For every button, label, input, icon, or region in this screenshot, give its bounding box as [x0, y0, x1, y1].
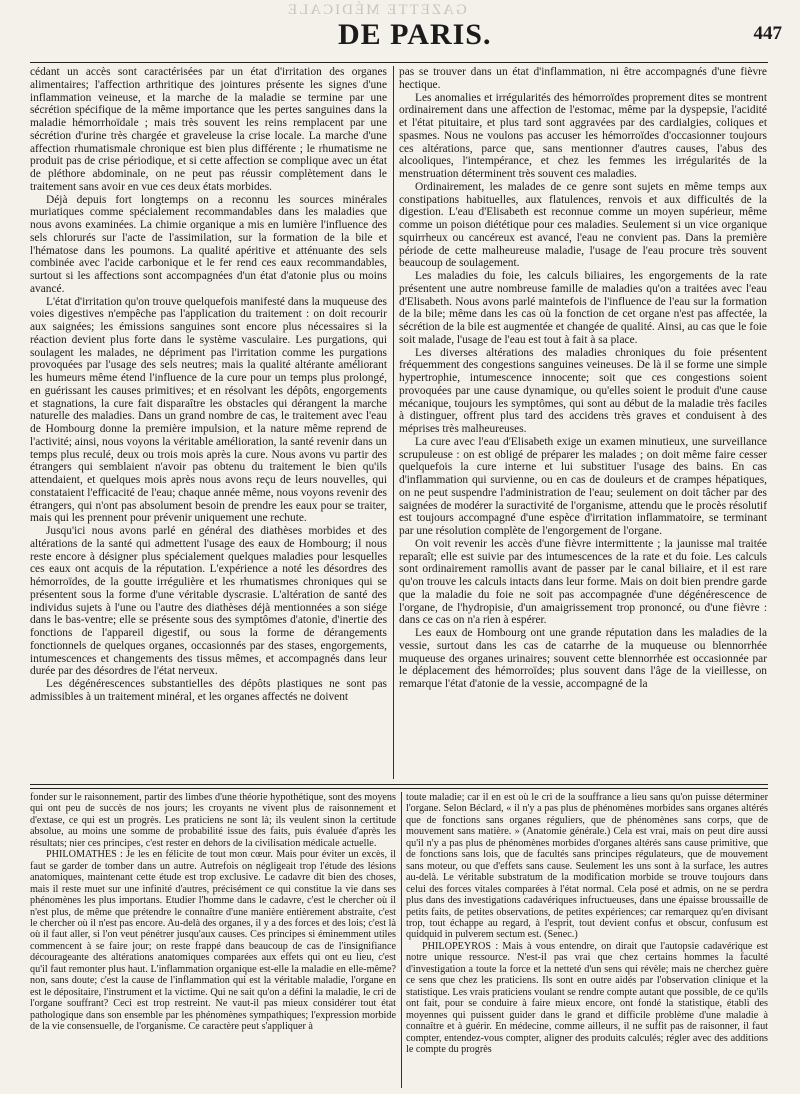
paragraph: Les diverses altérations des maladies chroniques du foie présentent fréquemment des congestions sanguines veineuses. De là il se forme une simple hypertrophie, intumescence innocente; soit que ces congestions soient provoquées par une cause dynamique, ou qu'elles soient le produit d'une cause mécanique, toujours les symptômes, qui sont au début de la maladie très faciles à distinguer, offrent plus tard des accidens très graves et conduisent à des méprises très malheureuses. — [399, 346, 767, 435]
paragraph: fonder sur le raisonnement, partir des limbes d'une théorie hypothétique, sont des moyens qui ont peu de succès de nos jours; les croyants ne vivent plus de raisonnement et d'extase, ce qui est un progrès. Les praticiens ne sont là; ils veulent sinon la certitude absolue, au moins une somme de probabilité issue des faits, puis évaluée d'après les résultats; nier ces principes, c'est rester en dehors de la civilisation médicale actuelle. — [30, 792, 396, 849]
feuilleton-rule — [30, 784, 768, 785]
paragraph: cédant un accès sont caractérisées par un état d'irritation des organes alimentaires; l'affection arthritique des jointures présente les signes d'une inflammation veineuse, et la marche de la maladie se termine par une sécrétion spécifique de la même importance que les pertes sanguines dans la maladie hémorrhoïdale ; mais très souvent les reins remplacent par une sécrétion d'urine très chargée et graveleuse la crise locale. La marche d'une affection rhumatismale chronique est bien plus différente ; le rhumatisme ne produit pas de crise périodique, et si cette affection se complique avec un état de pléthore abdominale, on ne peut pas réussir complètement dans le traitement sans avoir en vue ces deux états morbides. — [30, 66, 387, 193]
paragraph: toute maladie; car il en est où le cri de la souffrance a lieu sans qu'on puisse déterminer l'organe. Selon Béclard, « il n'y a pas plus de phénomènes morbides sans organes altérés que de fonctions sans organes réguliers, que de phénomènes sans corps, que de mouvement sans matière. » (Anatomie générale.) Cela est vrai, mais on peut dire aussi qu'il n'y a pas plus de phénomènes morbides d'organes altérés sans cause primitive, que de fonctions sans lois, que de facultés sans principes régulateurs, que de mouvement sans moteur, ou que d'effets sans cause. Seulement les uns sont à la surface, les autres au-delà. Le véritable substratum de la modification morbide se trouve toujours dans celui des forces vitales comparées à l'état normal. Cela posé et admis, on ne se perdra plus dans des investigations cadavériques infructueuses, dans une épaisse broussaille de petits faits, de petites observations, de petites expériences; car remarquez qu'en divisant trop, tout échappe au regard, à l'esprit, tout devient confus et obscur, confusum est quidquid in pulverem sectum est. (Senec.) — [406, 792, 768, 941]
paragraph: Déjà depuis fort longtemps on a reconnu les sources minérales muriatiques comme spécialement recommandables dans les maladies que nous avons examinées. La chimie organique a mis en lumière l'influence des sels chlorurés sur l'acte de l'assimilation, sur la formation de la bile et l'hématose dans les poumons. La qualité apéritive et atténuante des sels combinée avec l'acide carbonique et le fer rend ces eaux recommandables, surtout si les affections sont accompagnées d'un état d'atonie plus ou moins avancé. — [30, 193, 387, 295]
feuilleton-right-column — [406, 792, 768, 1088]
paragraph: Les dégénérescences substantielles des dépôts plastiques ne sont pas admissibles à un traitement minéral, et les organes affectés ne doivent — [30, 678, 387, 703]
page-title: DE PARIS. — [338, 18, 492, 51]
paragraph: PHILOMATHES : Je les en félicite de tout mon cœur. Mais pour éviter un excès, il faut se garder de tomber dans un autre. Autrefois on négligeait trop l'étude des lésions anatomiques, maintenant cette étude est trop exclusive. Le cadavre dit bien des choses, mais il reste muet sur une infinité d'autres, précisément ce qui constitue la vie dans ses phénomènes les plus importans. Etudier l'homme dans le cadavre, c'est le chercher où il n'est plus, de même que prétendre le connaître d'une manière entièrement abstraite, c'est le chercher où il n'est pas encore. Au-delà des organes, il y a des forces et des lois; c'est là où il faut aller, si l'on veut pénétrer jusqu'aux causes. Ces principes si éminemment utiles commencent à se faire jour; on reste frappé dans beaucoup de cas de l'insignifiance décourageante des altérations anatomiques comparées aux effets qui ont eu lieu, c'est qu'il faut remonter plus haut. L'inflammation organique est-elle la maladie en elle-même? non, sans doute; c'est la cause de l'inflammation qui est la véritable maladie, l'organe en est le dépositaire, l'instrument et la victime. Qui ne sait qu'on a défini la maladie, le cri de l'organe souffrant? Ceci est trop restreint. Ne vaut-il pas mieux considérer tout état pathologique dans son ensemble par les phénomènes sympathiques; l'expression morbide de la vie consensuelle, de l'organisme. Ce caractère peut s'appliquer à — [30, 849, 396, 1033]
page-header — [0, 14, 800, 50]
paragraph: On voit revenir les accès d'une fièvre intermittente ; la jaunisse mal traitée reparaît; elle est suivie par des intumescences de la rate et du foie. Les calculs sont ordinairement ramollis avant de passer par le canal biliaire, et il est rare qu'on trouve les calculs intacts dans leur forme. Mais on doit bien prendre garde que la maladie du foie ne soit pas accompagnée d'une dégénérescence de l'organe, de l'hydropisie, d'un amaigrissement trop prononcé, ou d'une fièvre : dans ce cas on n'a rien à espérer. — [399, 537, 767, 627]
paragraph: Jusqu'ici nous avons parlé en général des diathèses morbides et des altérations de la santé qui admettent l'usage des eaux de Hombourg; il nous reste encore à désigner plus spécialement quelques maladies pour lesquelles ces eaux ont acquis de la réputation. L'expérience a noté les désordres des hémorroïdes, de la goutte irrégulière et les rhumatismes chroniques qui se présentent sous la forme d'une véritable dyscrasie. L'altération de santé des individus sujets à l'une ou l'autre des diathèses déjà mentionnées a son siége dans le bas-ventre; elle se présente sous des symptômes d'atonie, d'inertie des fonctions de l'appareil digestif, ou sous la forme de dérangements fonctionnels de quelques organes, occasionnés par des stases, engorgements, intumescences et changements des tissus mêmes, et accompagnés dans leur durée par des désordres de l'état nerveux. — [30, 525, 387, 678]
left-column — [30, 66, 387, 779]
paragraph: Les eaux de Hombourg ont une grande réputation dans les maladies de la vessie, surtout dans les cas de catarrhe de la muqueuse ou blennorrhée muqueuse des organes urinaires; souvent cette blennorrhée est occasionnée par le déplacement des hémorroïdes; plus souvent dans l'âge de la vieillesse, on remarque l'état d'atonie de la vessie, accompagné de la — [399, 627, 767, 690]
feuilleton-left-column — [30, 792, 396, 1088]
paragraph: L'état d'irritation qu'on trouve quelquefois manifesté dans la muqueuse des voies digestives n'empêche pas l'application du traitement : on doit recourir aux saignées; les émissions sanguines sont encore plus nécessaires si la réaction devient plus forte dans le système vasculaire. Les purgations, qui soulagent les malades, ne dépriment pas l'irritation comme les purgations provoquées par l'usage des sels neutres; mais la qualité altérante améliorant les humeurs même étend l'influence de la cure pour un temps plus prolongé, en guérissant les causes primitives; et en résolvant les dépôts, engorgements et stagnations, la cure fait disparaître les obstacles qui dérangent la marche naturelle des maladies. Dans un grand nombre de cas, le traitement avec l'eau de Hombourg donne la première impulsion, et la nature même reprend de l'activité; ainsi, nous voyons la véritable amélioration, la santé revenir dans un temps plus reculé, deux ou trois mois après la cure. Nous avons vu partir des étrangers qui semblaient n'avoir pas obtenu du traitement le bien qu'ils attendaient, et quelques mois après nous avons reçu de leurs nouvelles, qui constataient l'efficacité de l'eau; chaque année même, nous voyons revenir des étrangers, qui n'ont pas absolument besoin de prendre les eaux pour se traiter, mais qui les prennent pour prévenir uniquement une rechute. — [30, 295, 387, 525]
paragraph: Les maladies du foie, les calculs biliaires, les engorgements de la rate présentent une autre nombreuse famille de maladies qu'on a traitées avec l'eau d'Elisabeth. Nous avons parlé maintefois de l'influence de l'eau sur la formation de la bile; même dans les cas où la fonction de cet organe n'est pas affectée, la sécrétion de la bile est augmentée et changée de qualité. Ainsi, au cas que le foie soit malade, l'usage de l'eau est tout à fait à sa place. — [399, 270, 767, 346]
column-divider — [393, 66, 394, 779]
paragraph: Ordinairement, les malades de ce genre sont sujets en même temps aux constipations habituelles, aux flatulences, renvois et aux difficultés de la digestion. L'eau d'Elisabeth est reconnue comme un moyen supérieur, même comme un poison diététique pour ces maladies. Seulement si un vice organique squirrheux ou cancéreux est avancé, l'eau ne convient pas. Dans la première période de cette malheureuse maladie, l'usage de l'eau procure très souvent beaucoup de soulagement. — [399, 180, 767, 270]
bleed-through-text: GAZETTE MÉDICALE — [286, 2, 467, 18]
paragraph: PHILOPEYROS : Mais à vous entendre, on dirait que l'autopsie cadavérique est notre unique ressource. N'est-il pas vrai que chez certains hommes la faculté d'investigation a toute la force et la netteté d'un sens qui révèle; mais ne cherchez guère ce sens que chez les praticiens. Ils sont en outre aidés par l'observation clinique et la statistique. Les vrais praticiens voulant se rendre compte autant que possible, de ce qu'ils ont fait, pour se conduire à faire mieux encore, ont fondé la statistique, établi des moyennes qui puissent guider dans le grand et difficile problème d'une maladie à connaître et à guérir. En médecine, comme ailleurs, il ne suffit pas de raisonner, il faut compter, entendez-vous compter, aligner des produits calculés; régler avec des additions le compte du progrès — [406, 940, 768, 1055]
right-column — [399, 66, 767, 779]
header-rule — [30, 62, 768, 63]
page-number: 447 — [753, 23, 782, 44]
paragraph: La cure avec l'eau d'Elisabeth exige un examen minutieux, une surveillance scrupuleuse : on est obligé de préparer les malades ; on doit même faire cesser quelquefois la cure interne et lui substituer l'usage des bains. En cas d'inflammation qui survienne, ou en cas de douleurs et de crampes hépatiques, on ne peut suspendre l'administration de l'eau; seulement on doit tâcher par des saignées de modérer la suractivité de l'organisme, attendu que le procès résolutif est toujours accompagné d'une espèce d'irritation inflammatoire, se terminant par une résolution complète de l'engorgement de l'organe. — [399, 435, 767, 537]
paragraph: pas se trouver dans un état d'inflammation, ni être accompagnés d'une fièvre hectique. — [399, 66, 767, 91]
paragraph: Les anomalies et irrégularités des hémorroïdes proprement dites se montrent ordinairement dans une affection de l'estomac, même par la dyspepsie, l'acidité et l'état pituitaire, et plus tard sont aggravées par des cardialgies, coliques et spasmes. Nous ne voulons pas accuser les hémorroïdes d'occasionner toujours ces altérations, parce que, sans mentionner d'autres causes, l'abus des alcooliques, l'intempérance, et chez les femmes les irrégularités de la menstruation déterminent très souvent ces maladies. — [399, 91, 767, 180]
feuilleton-rule — [30, 788, 768, 789]
column-divider — [401, 792, 402, 1088]
